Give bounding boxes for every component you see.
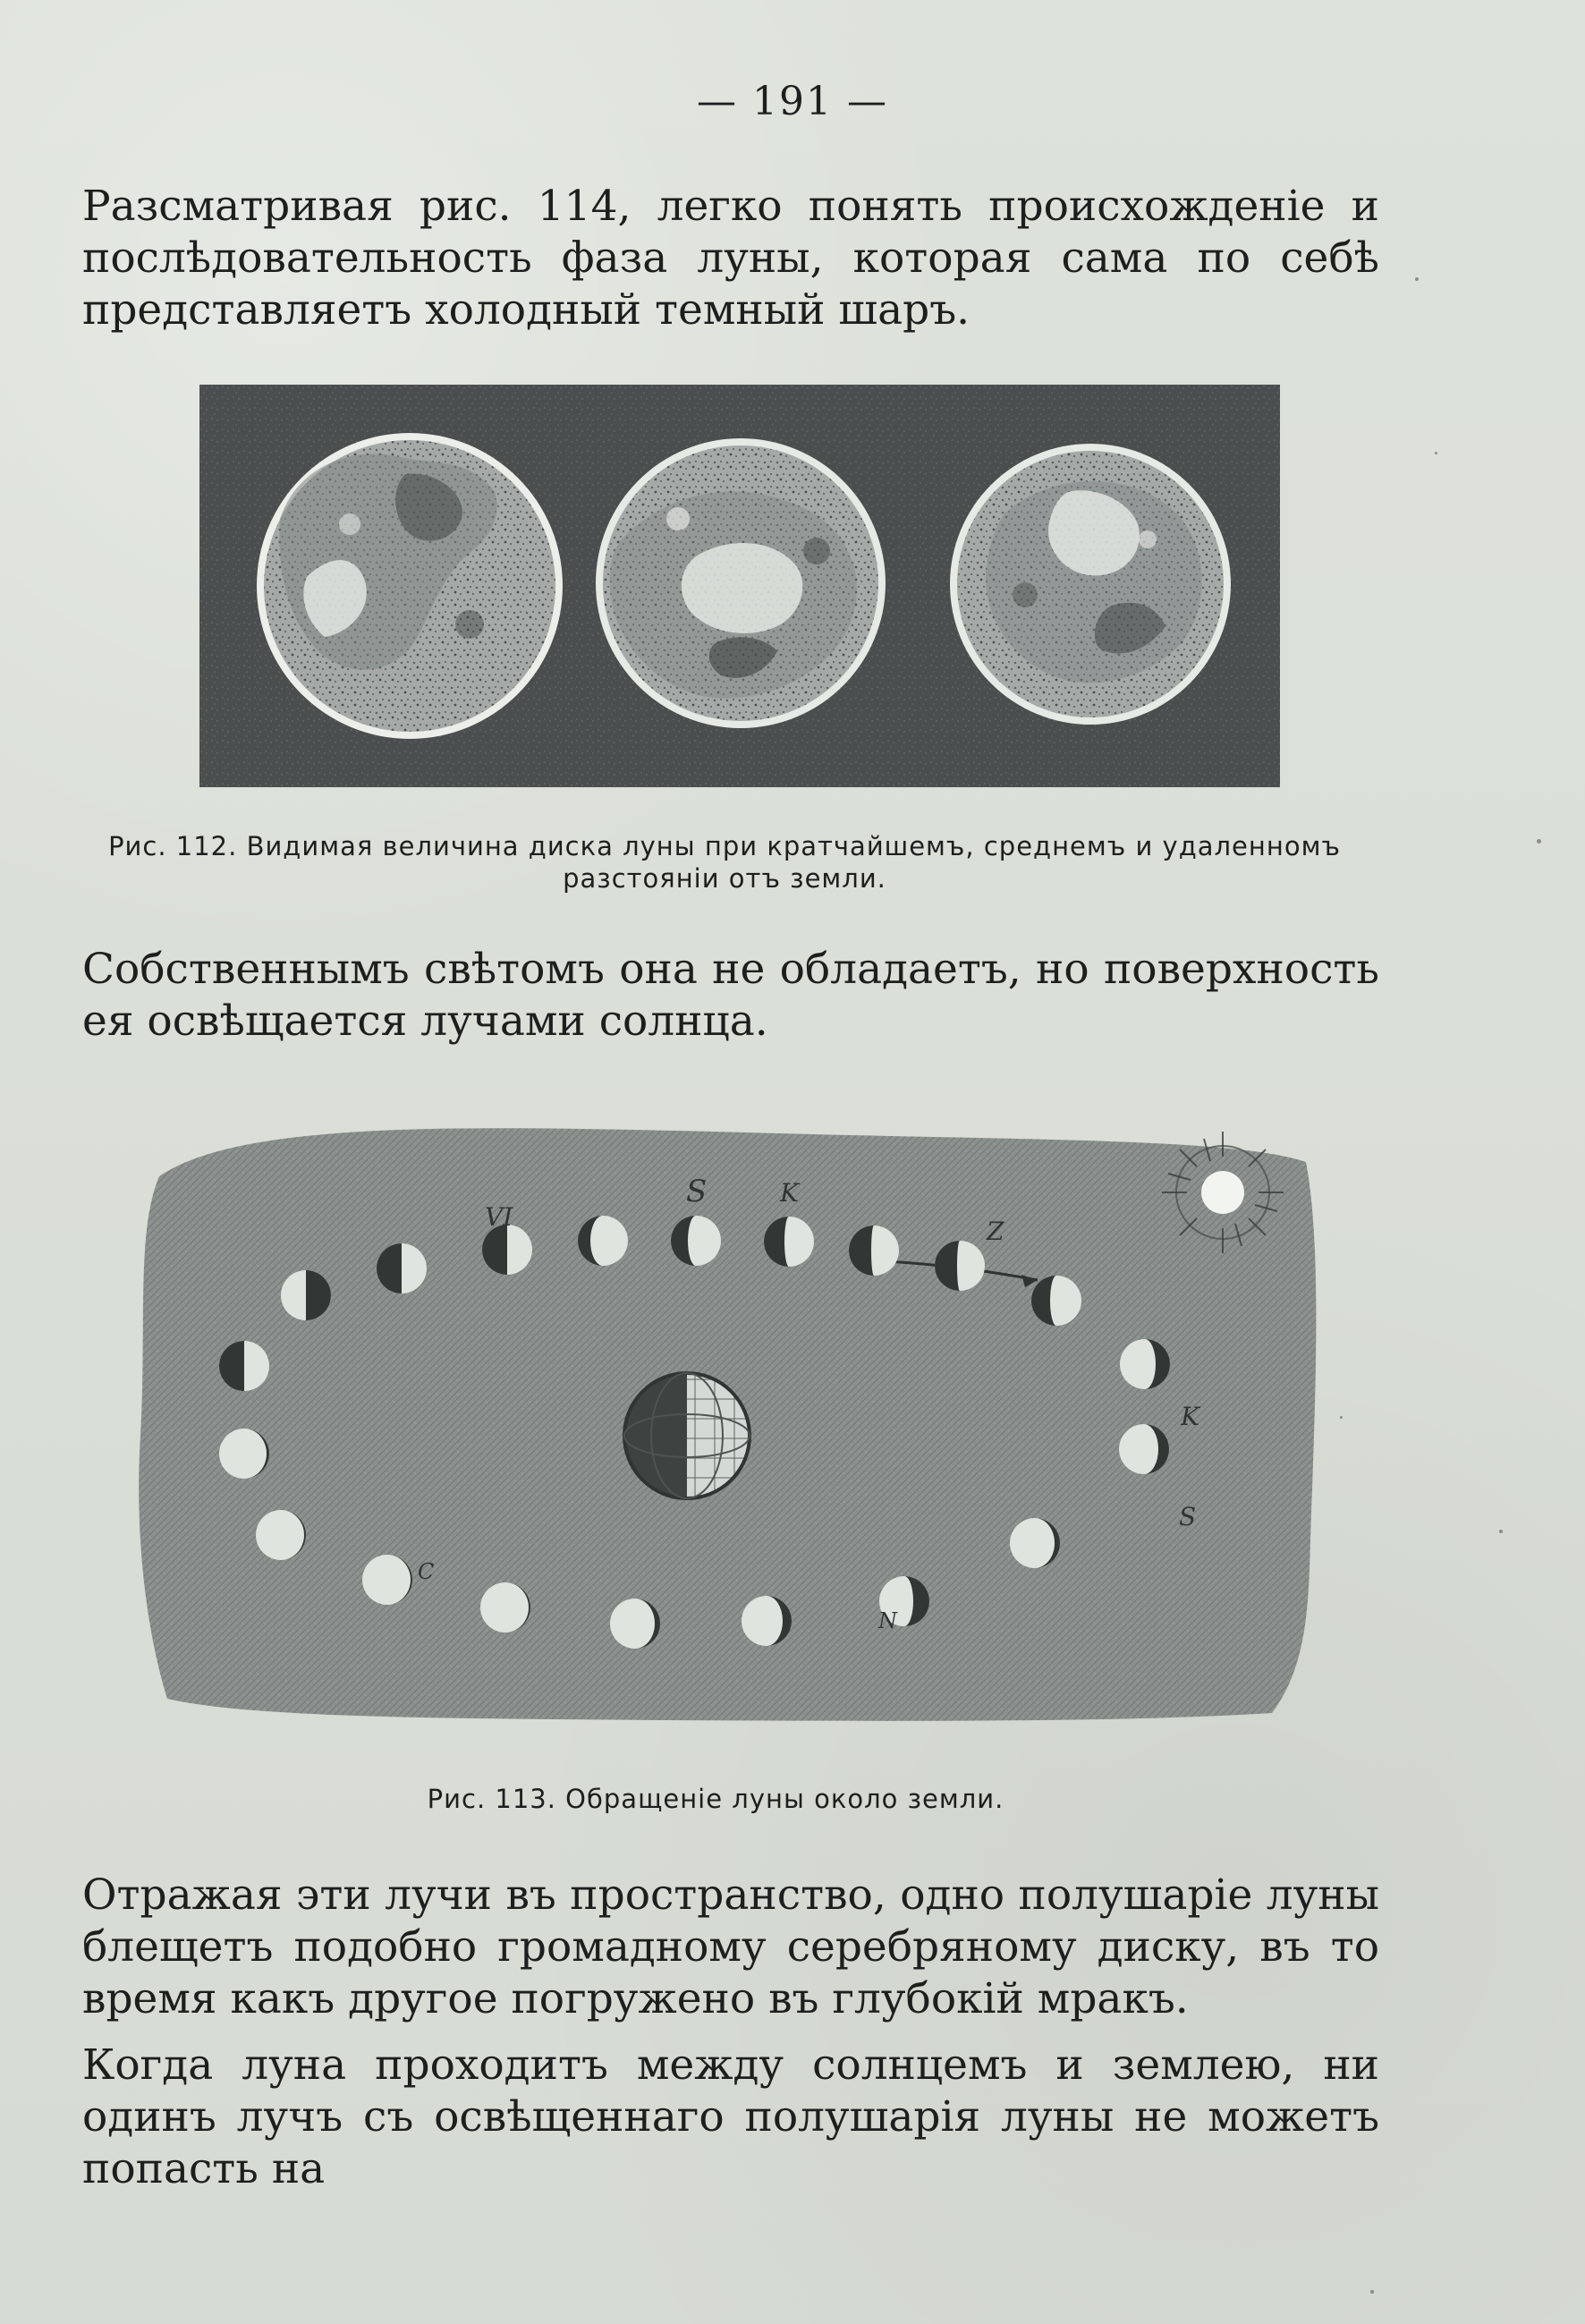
moon-phase-13 (1010, 1518, 1060, 1568)
figure-113-caption: Рис. 113. Обращеніе луны около земли. (427, 1784, 1004, 1814)
page-speck (1415, 277, 1419, 281)
page-speck (1499, 1530, 1503, 1533)
label-s-top: S (686, 1174, 708, 1209)
paragraph-reflection: Отражая эти лучи въ пространство, одно полушаріе луны блещетъ подобно громадному серебряному диску, въ то время какъ другое погружено въ глубокій мракъ. (82, 1870, 1379, 2023)
moon-phase-12 (1119, 1424, 1169, 1474)
label-vi: VI (485, 1202, 513, 1232)
moon-phase-8 (849, 1226, 899, 1276)
moon-phase-15 (742, 1596, 792, 1646)
moon-phase-18 (362, 1555, 412, 1605)
sun-illustration (1162, 1132, 1284, 1253)
moon-phase-3 (377, 1243, 427, 1293)
label-k-top: K (780, 1178, 799, 1208)
moon-phase-2 (281, 1270, 331, 1320)
moon-phase-11 (1120, 1339, 1170, 1389)
label-k-right: K (1181, 1402, 1199, 1431)
moon-phase-5 (578, 1216, 628, 1266)
moon-disk-nearest (257, 433, 563, 739)
earth-globe (624, 1373, 750, 1498)
label-z: Z (987, 1217, 1004, 1246)
moon-phase-9 (935, 1241, 985, 1291)
moon-phase-16 (610, 1599, 660, 1649)
label-n: N (878, 1608, 897, 1633)
moon-disk-farthest (950, 444, 1231, 725)
page-speck (1370, 2290, 1374, 2294)
paragraph-intro: Разсматривая рис. 114, легко понять происхожденіе и послѣдовательность фаза луны, которая сама по себѣ представляетъ холодный темный шаръ. (82, 182, 1379, 335)
moon-phase-19 (256, 1510, 306, 1560)
page-speck (1340, 1416, 1343, 1419)
moon-phase-6 (671, 1216, 721, 1266)
figure-112 (199, 385, 1280, 787)
page-number: — 191 — (697, 79, 888, 124)
label-c: C (418, 1559, 435, 1584)
moon-orbit-illustration (134, 1114, 1326, 1725)
page-speck (1435, 452, 1437, 454)
paragraph-passage: Когда луна проходитъ между солнцемъ и землею, ни одинъ лучъ съ освѣщеннаго полушарія луны не можетъ попасть на (82, 2040, 1379, 2193)
moon-phase-4 (482, 1225, 532, 1275)
moon-phase-17 (480, 1582, 530, 1633)
moon-phase-10 (1031, 1276, 1081, 1326)
label-s-right: S (1179, 1502, 1197, 1531)
moon-disk-average (596, 438, 886, 728)
figure-112-caption: Рис. 112. Видимая величина диска луны при кратчайшемъ, среднемъ и удаленномъ разстояніи отъ земли. (108, 831, 1341, 894)
moon-phase-20 (219, 1429, 269, 1479)
moon-disks-illustration (199, 385, 1280, 787)
moon-phase-7 (764, 1217, 814, 1267)
paragraph-light: Собственнымъ свѣтомъ она не обладаетъ, но поверхность ея освѣщается лучами солнца. (82, 945, 1379, 1046)
page-speck (1537, 839, 1541, 844)
moon-phase-1 (219, 1341, 269, 1391)
figure-113 (134, 1114, 1326, 1725)
